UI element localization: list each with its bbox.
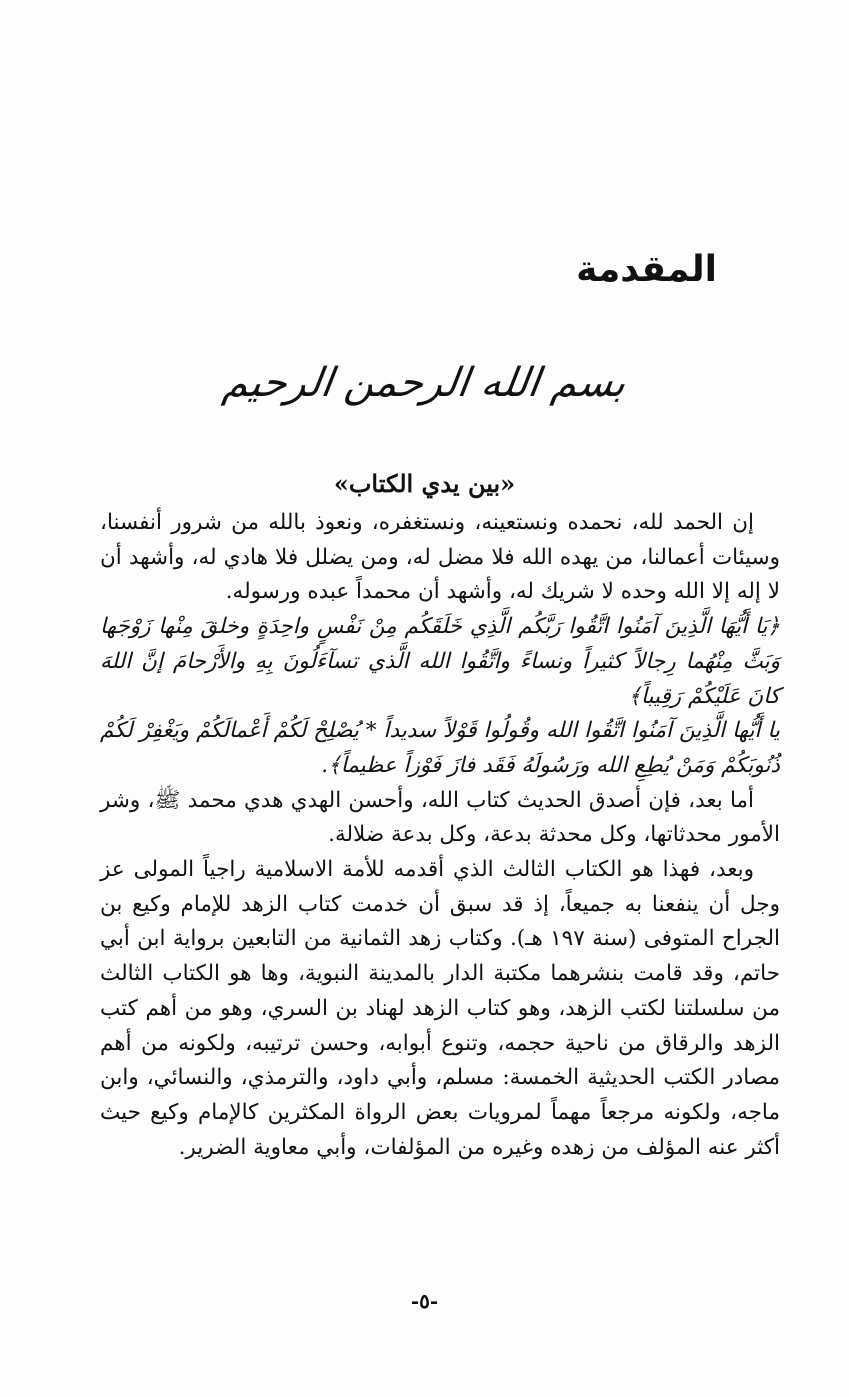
section-title: «بين يدي الكتاب»: [333, 469, 516, 498]
body-text: [100, 506, 780, 1165]
page-heading: المقدمة: [576, 249, 717, 290]
paragraph-opening-praise: إن الحمد لله، نحمده ونستعينه، ونستغفره، ونعوذ بالله من شرور أنفسنا، وسيئات أعمالنا، من يهده الله فلا مضل له، ومن يضلل فلا هادي له، وأشهد أن لا إله إلا الله وحده لا شريك له، وأشهد أن محمداً عبده ورسوله.: [100, 510, 780, 605]
page-number: -٥-: [410, 1289, 439, 1313]
paragraph-quran-verse-1: ﴿يَا أَيُّهَا الَّذِينَ آمَنُوا اتَّقُوا رَبَّكُم الَّذِي خَلَقَكُم مِنْ نَفْسٍ واحِدَةٍ وخلقَ مِنْها زَوْجَها وَبَثَّ مِنْهُما رِجالاً كثيراً ونساءً واتَّقُوا الله الَّذي تسآءَلُونَ بِهِ والأَرْحامَ إنَّ اللهَ كانَ عَلَيْكُمْ رَقِيباً﴾: [100, 614, 780, 709]
paragraph-book-introduction: وبعد، فهذا هو الكتاب الثالث الذي أقدمه للأمة الاسلامية راجياً المولى عز وجل أن ينفعنا به جميعاً، إذ قد سبق أن خدمت كتاب الزهد للإمام وكيع بن الجراح المتوفى (سنة ١٩٧ هـ). وكتاب زهد الثمانية من التابعين برواية ابن أبي حاتم، وقد قامت بنشرهما مكتبة الدار بالمدينة النبوية، وها هو الكتاب الثالث من سلسلتنا لكتب الزهد، وهو كتاب الزهد لهناد بن السري، وهو من أهم كتب الزهد والرقاق من ناحية حجمه، وتنوع أبوابه، وحسن ترتيبه، ولكونه من أهم مصادر الكتب الحديثية الخمسة: مسلم، وأبي داود، والترمذي، والنسائي، وابن ماجه، ولكونه مرجعاً مهماً لمرويات بعض الرواة المكثرين كالإمام وكيع حيث أكثر عنه المؤلف من زهده وغيره من المؤلفات، وأبي معاوية الضرير.: [100, 857, 780, 1160]
basmala-calligraphy: بسم الله الرحمن الرحيم: [220, 360, 629, 406]
paragraph-quran-verse-2: يا أَيُّها الَّذِينَ آمَنُوا اتَّقُوا الله وقُولُوا قَوْلاً سديداً * يُصْلِحْ لَكُمْ أَعْمالَكُمْ ويَغْفِرْ لَكُمْ ذُنُوبَكُمْ وَمَنْ يُطِعِ الله ورَسُولَهُ فَقَد فازَ فَوْزاً عظيماً﴾.: [100, 718, 780, 778]
paragraph-hadith: أما بعد، فإن أصدق الحديث كتاب الله، وأحسن الهدي هدي محمد ﷺ، وشر الأمور محدثاتها، وكل محدثة بدعة، وكل بدعة ضلالة.: [100, 787, 780, 848]
